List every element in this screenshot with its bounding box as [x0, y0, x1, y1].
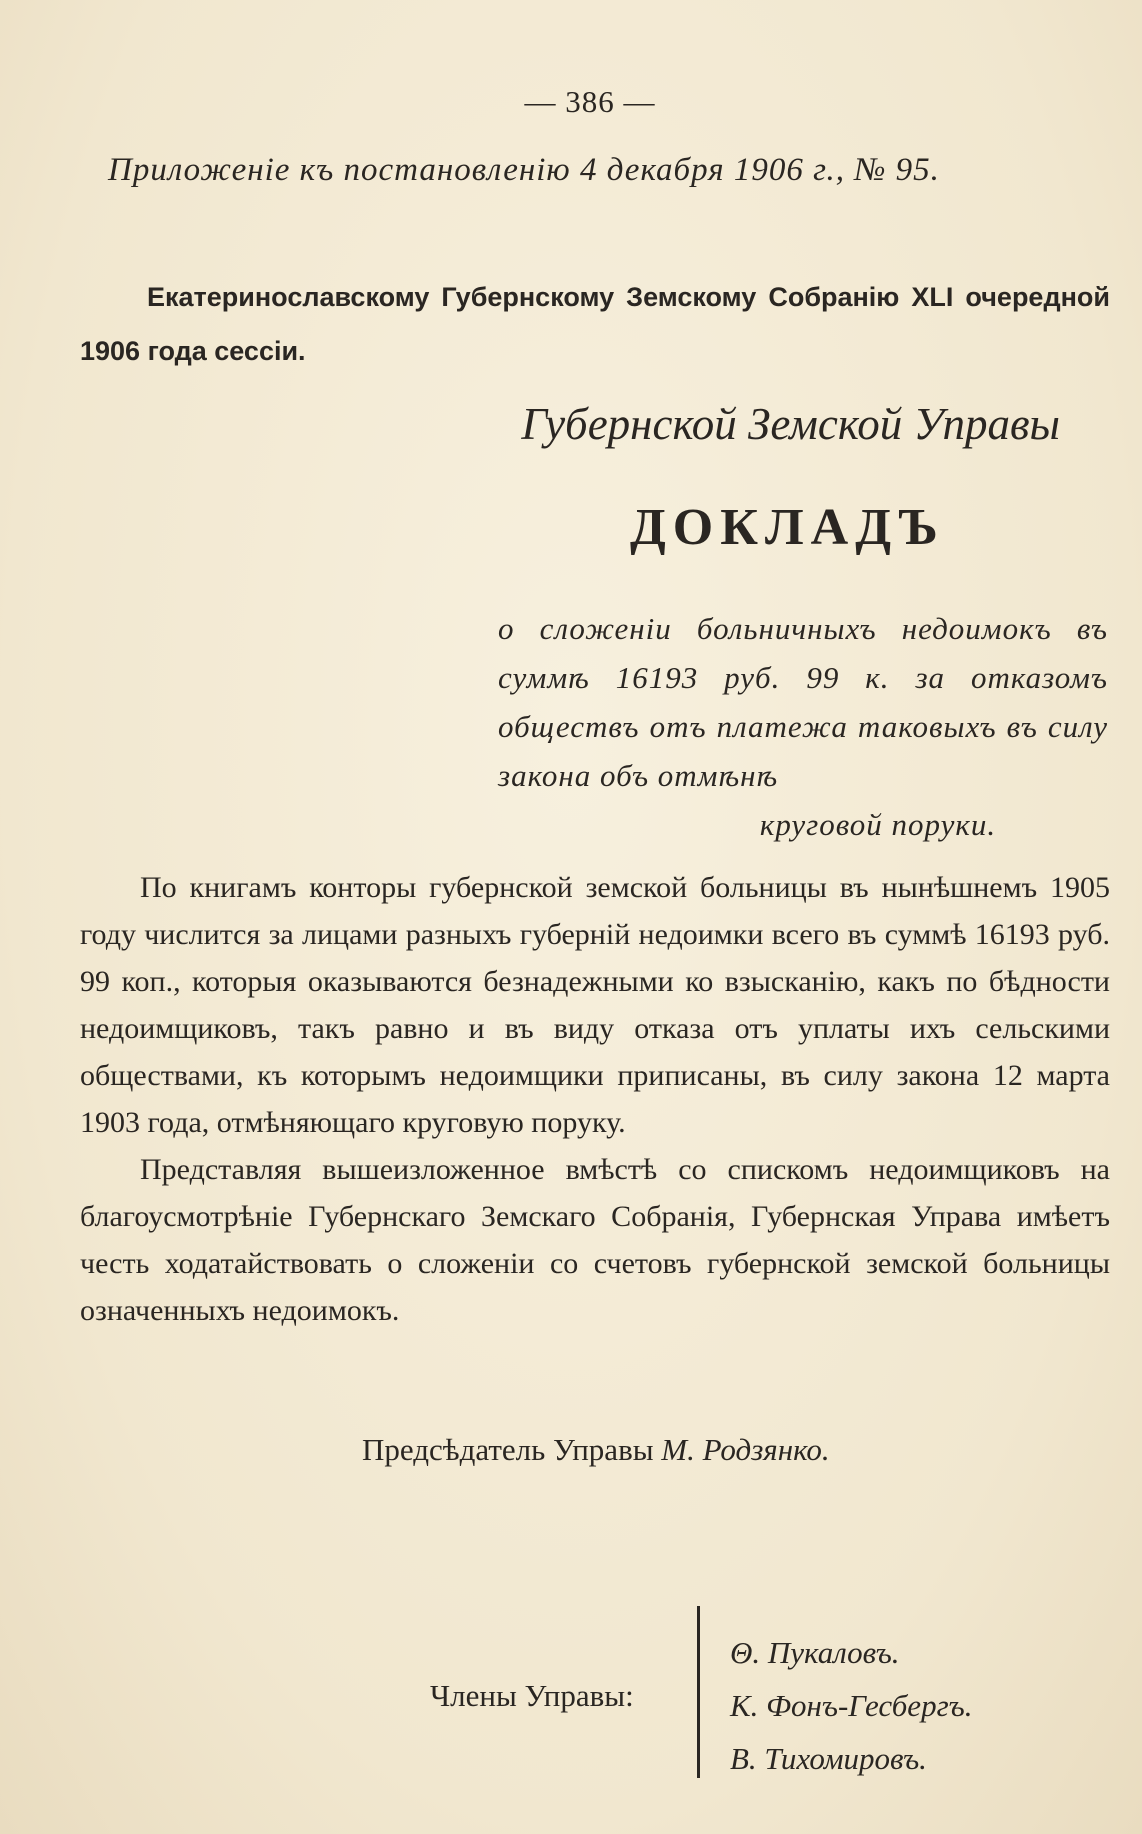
member-name: К. Фонъ-Гесбергъ. — [730, 1688, 973, 1723]
page-number: — 386 — — [524, 84, 656, 119]
chairman-title: Предсѣдатель Управы — [362, 1432, 654, 1467]
members-label: Члены Управы: — [430, 1678, 634, 1713]
chairman-signature — [362, 1432, 1062, 1468]
addressee-heading: Екатеринославскому Губернскому Земскому Собранію XLI очередной 1906 года сессіи. — [80, 282, 1110, 366]
report-subject-last: круговой поруки. — [759, 807, 997, 842]
report-subject-main: о сложеніи больничныхъ недоимокъ въ суммѣ 16193 руб. 99 к. за отказомъ обществъ отъ платежа таковыхъ въ силу закона объ отмѣнѣ — [498, 611, 1108, 793]
member-name: Θ. Пукаловъ. — [730, 1635, 900, 1670]
paragraph: Представляя вышеизложенное вмѣстѣ со спискомъ недоимщиковъ на благоусмотрѣніе Губернскаго Земскаго Собранія, Губернская Управа имѣетъ честь ходатайствовать о сложеніи со счетовъ губернской земской больницы означенныхъ недоимокъ. — [80, 1153, 1110, 1327]
appendix-line: Приложеніе къ постановленію 4 декабря 1906 г., № 95. — [108, 152, 940, 188]
report-subject — [498, 604, 1108, 849]
members-list — [730, 1626, 973, 1785]
members-brace — [697, 1606, 700, 1778]
paragraph: По книгамъ конторы губернской земской больницы въ нынѣшнемъ 1905 году числится за лицами разныхъ губерній недоимки всего въ суммѣ 16193 руб. 99 коп., которыя оказываются безнадежными ко взысканію, какъ по бѣдности недоимщиковъ, такъ равно и въ виду отказа отъ уплаты ихъ сельскими обществами, къ которымъ недоимщики приписаны, въ силу закона 12 марта 1903 года, отмѣняющаго круговую поруку. — [80, 871, 1110, 1139]
board-heading: Губернской Земской Управы — [521, 399, 1060, 449]
chairman-name: М. Родзянко. — [661, 1432, 830, 1467]
report-body — [80, 864, 1110, 1334]
member-name: В. Тихомировъ. — [730, 1741, 927, 1776]
report-title: ДОКЛАДЪ — [630, 499, 945, 556]
